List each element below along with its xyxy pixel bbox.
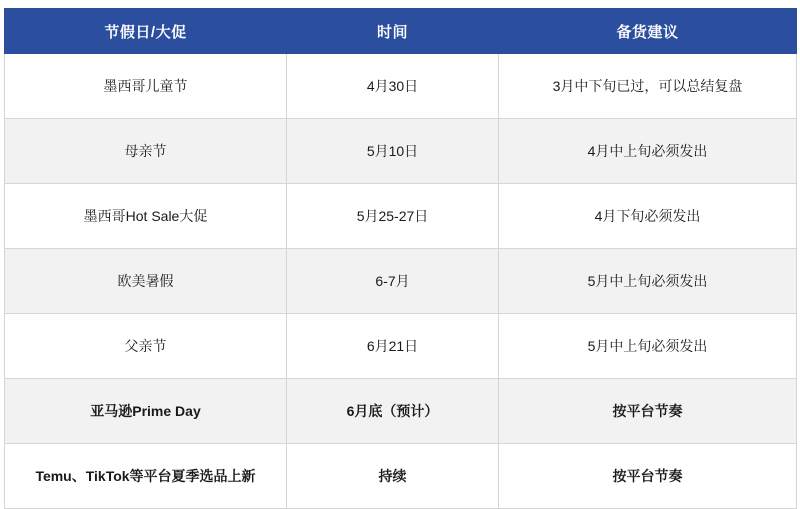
table-header-row: [5, 9, 797, 54]
column-header-holiday: 节假日/大促: [5, 9, 287, 54]
cell-holiday: 母亲节: [5, 119, 287, 184]
table-row: [5, 444, 797, 509]
column-header-time: 时间: [287, 9, 499, 54]
cell-advice: 4月下旬必须发出: [499, 184, 797, 249]
table-row: [5, 249, 797, 314]
cell-holiday: 欧美暑假: [5, 249, 287, 314]
cell-advice: 3月中下旬已过，可以总结复盘: [499, 54, 797, 119]
cell-holiday: 墨西哥儿童节: [5, 54, 287, 119]
cell-holiday: Temu、TikTok等平台夏季选品上新: [5, 444, 287, 509]
cell-time: 4月30日: [287, 54, 499, 119]
cell-advice: 按平台节奏: [499, 444, 797, 509]
cell-advice: 5月中上旬必须发出: [499, 249, 797, 314]
table-header: [5, 9, 797, 54]
cell-holiday: 墨西哥Hot Sale大促: [5, 184, 287, 249]
cell-time: 6-7月: [287, 249, 499, 314]
table-row: [5, 119, 797, 184]
cell-time: 5月10日: [287, 119, 499, 184]
cell-holiday: 亚马逊Prime Day: [5, 379, 287, 444]
cell-time: 持续: [287, 444, 499, 509]
column-header-advice: 备货建议: [499, 9, 797, 54]
cell-advice: 4月中上旬必须发出: [499, 119, 797, 184]
cell-time: 5月25-27日: [287, 184, 499, 249]
cell-time: 6月底（预计）: [287, 379, 499, 444]
cell-holiday: 父亲节: [5, 314, 287, 379]
table-row: [5, 314, 797, 379]
cell-advice: 按平台节奏: [499, 379, 797, 444]
table-row: [5, 379, 797, 444]
holiday-stocking-schedule-table: [4, 8, 797, 509]
table-body: [5, 54, 797, 509]
table-row: [5, 54, 797, 119]
cell-advice: 5月中上旬必须发出: [499, 314, 797, 379]
cell-time: 6月21日: [287, 314, 499, 379]
table-row: [5, 184, 797, 249]
